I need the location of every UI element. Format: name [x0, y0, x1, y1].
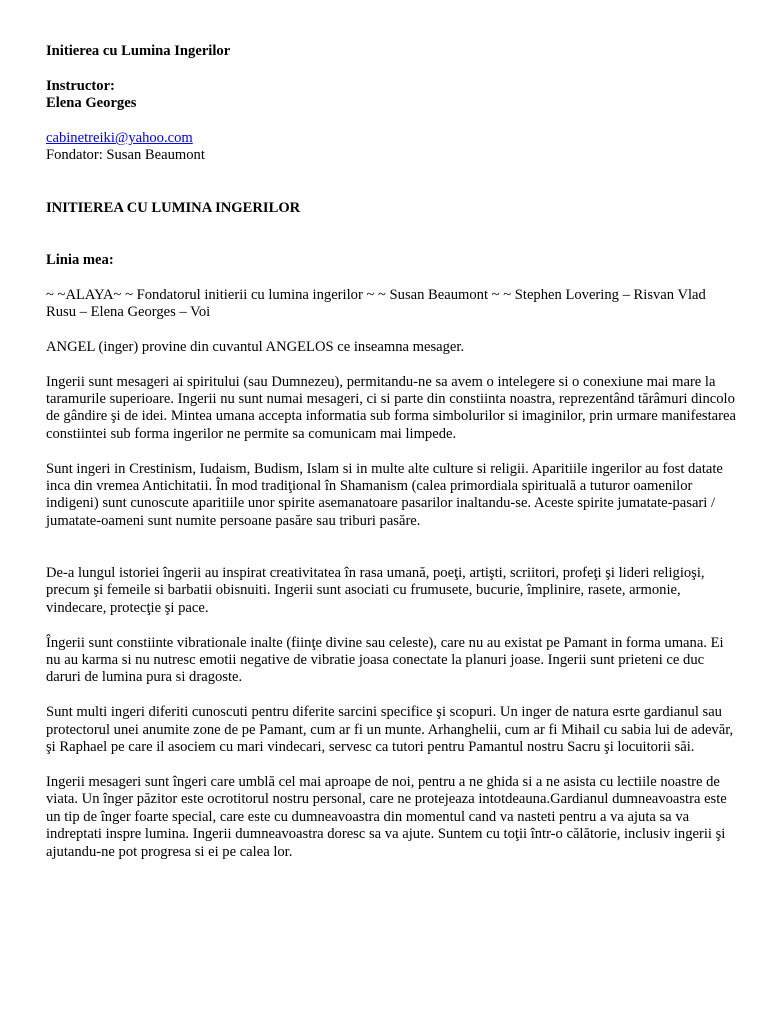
- paragraph-religions: Sunt ingeri in Crestinism, Iudaism, Budism, Islam si in multe alte culture si religii. Aparitiile ingerilor au fost datate inca din vremea Antichitatii. În mod tradiţional în Shamanism (calea primordiala spirituală a tuturor oamenilor indigeni) sunt cunoscute aparitiile unor spirite asemanatoare pasarilor inaltandu-se. Aceste spirite jumatate-pasari / jumatate-oameni sunt numite persoane pasăre sau triburi pasăre.: [46, 460, 723, 529]
- paragraph-types: Sunt multi ingeri diferiti cunoscuti pentru diferite sarcini specifice şi scopuri. Un inger de natura esrte gardianul sau protectorul unei anumite zone de pe Pamant, cum ar fi un munte. Arhanghelii, cum ar fi Mihail cu sabia lui de adevăr, şi Raphael pe care il asociem cu mari vindecari, servesc ca tutori pentru Pamantul nostru Sacru şi locuitorii săi.: [46, 704, 734, 756]
- section-heading: INITIEREA CU LUMINA INGERILOR: [46, 199, 301, 216]
- founder-line: Fondator: Susan Beaumont: [46, 147, 205, 164]
- lineage-label: Linia mea:: [46, 251, 114, 268]
- document-page: [46, 43, 736, 861]
- paragraph-history: De-a lungul istoriei îngerii au inspirat creativitatea în rasa umană, poeţi, artişti, scriitori, profeţi şi lideri religioşi, precum şi femeile si barbatii obisnuiti. Ingerii sunt asociati cu frumusete, bucurie, împlinire, rasete, armonie, vindecare, protecţie şi pace.: [46, 565, 705, 616]
- instructor-name: Elena Georges: [46, 95, 137, 112]
- paragraph-messengers: Ingerii sunt mesageri ai spiritului (sau Dumnezeu), permitandu-ne sa avem o intelegere si o conexiune mai mare la taramurile superioare. Ingerii nu sunt numai mesageri, ci si parte din constiinta noastra, reprezentând tărâmuri dincolo de gândire şi de idei. Mintea umana accepta informatia sub forma simbolurilor si imaginilor, prin urmare manifestarea constiintei sub forma ingerilor ne permite sa comunicam mai limpede.: [46, 373, 736, 442]
- paragraph-vibrational: Îngerii sunt constiinte vibrationale inalte (fiinţe divine sau celeste), care nu au existat pe Pamant in forma umana. Ei nu au karma si nu nutresc emotii negative de vibratie joasa conectate la planuri joase. Ingerii sunt prieteni ce duc daruri de lumina pura si dragoste.: [46, 634, 724, 686]
- paragraph-guardian: Ingerii mesageri sunt îngeri care umblă cel mai aproape de noi, pentru a ne ghida si a ne asista cu lectiile noastre de viata. Un înger păzitor este ocrotitorul nostru personal, care ne protejeaza intotdeauna.Gardianul dumneavoastra este un tip de înger foarte special, care este cu dumneavoastra din momentul cand va nasteti pentru a va ajuta sa va indreptati inspre lumina. Ingerii dumneavoastra doresc sa va ajute. Suntem cu toţii într-o călătorie, inclusiv ingerii şi ajutandu-ne pot progresa si ei pe calea lor.: [46, 773, 727, 860]
- paragraph-angel-origin: ANGEL (inger) provine din cuvantul ANGELOS ce inseamna mesager.: [46, 338, 465, 355]
- lineage-text: ~ ~ALAYA~ ~ Fondatorul initierii cu lumina ingerilor ~ ~ Susan Beaumont ~ ~ Stephen Lovering – Risvan Vlad Rusu – Elena Georges – Voi: [46, 286, 706, 321]
- email-link[interactable]: cabinetreiki@yahoo.com: [46, 130, 193, 146]
- document-title: Initierea cu Lumina Ingerilor: [46, 43, 231, 59]
- instructor-label: Instructor:: [46, 77, 115, 94]
